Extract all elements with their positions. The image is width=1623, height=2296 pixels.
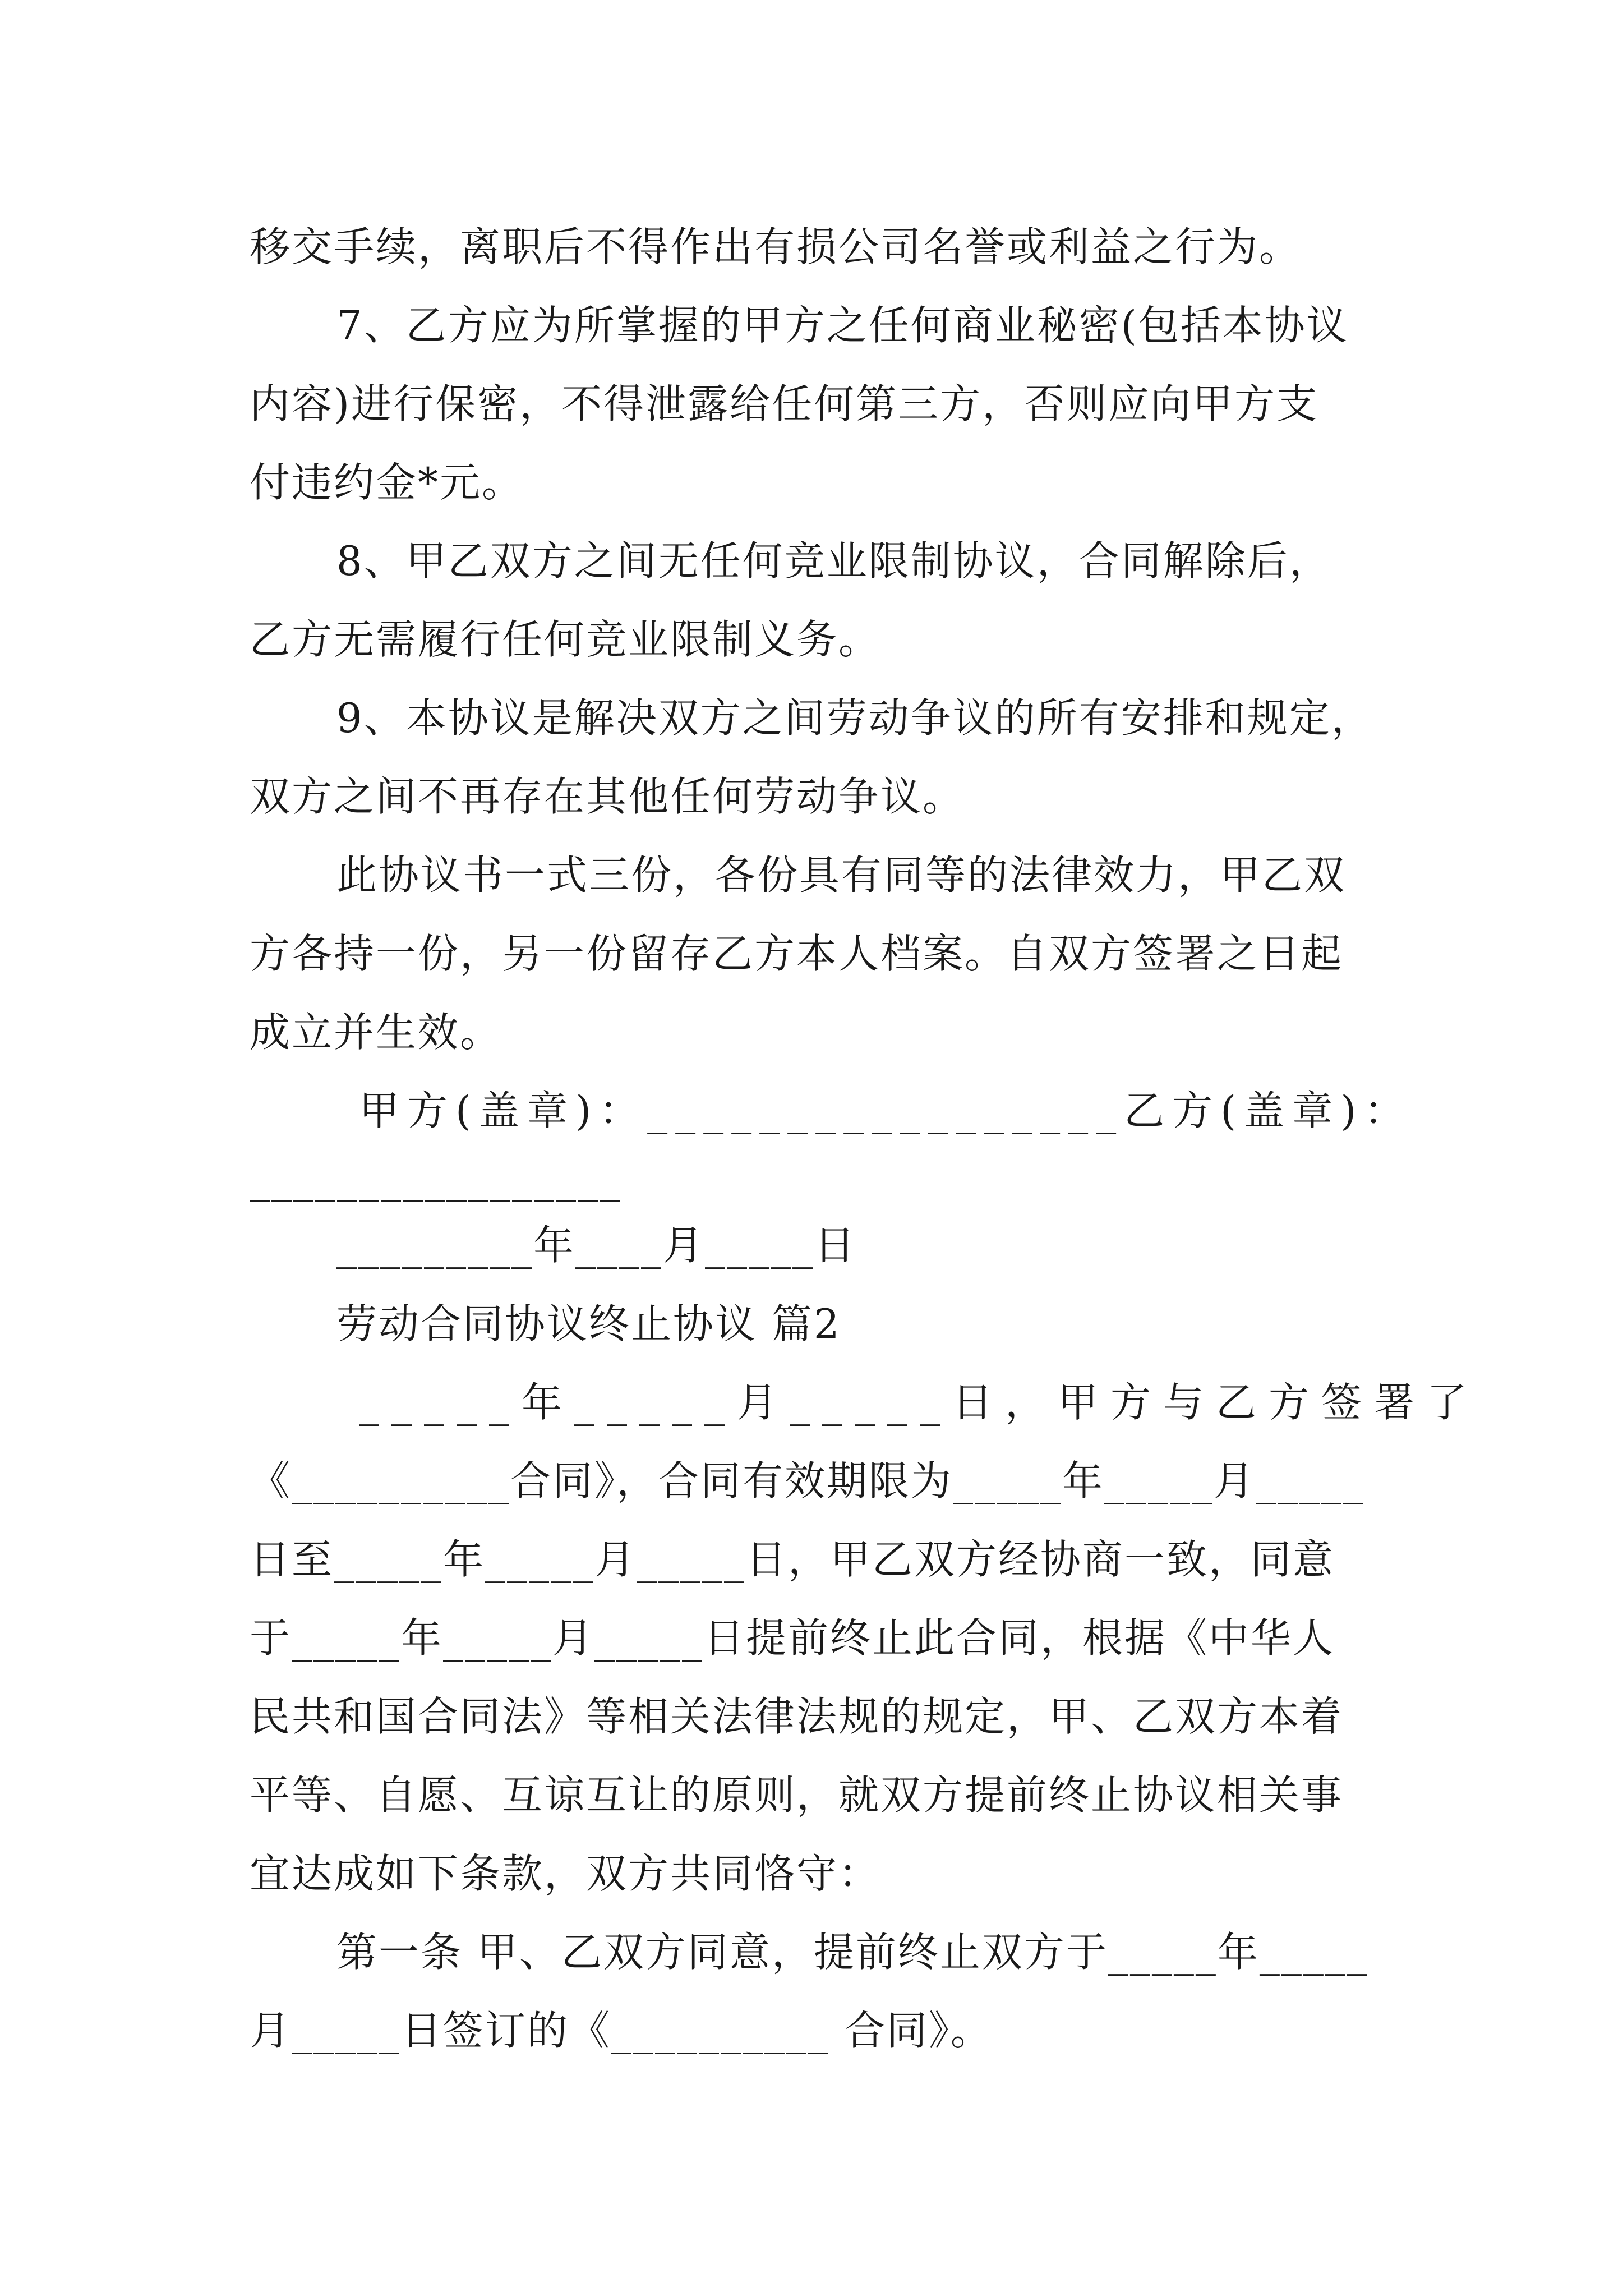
paragraph-line: 宜达成如下条款，双方共同恪守： <box>250 1850 881 1897</box>
paragraph-line: 平等、自愿、互谅互让的原则，就双方提前终止协议相关事 <box>250 1772 1344 1819</box>
paragraph-line: 于_____年_____月_____日提前终止此合同，根据《中华人 <box>250 1614 1335 1662</box>
clause-9: 9、本协议是解决双方之间劳动争议的所有安排和规定， <box>336 694 1373 742</box>
contract-intro: _____年_____月_____日，甲方与乙方签署了 <box>359 1379 1480 1426</box>
signature-blank: _________________ <box>250 1154 621 1202</box>
paragraph-line: 成立并生效。 <box>250 1009 502 1056</box>
copies-paragraph: 此协议书一式三份，各份具有同等的法律效力，甲乙双 <box>336 852 1347 899</box>
paragraph-line: 付违约金*元。 <box>250 459 524 506</box>
clause-7: 7、乙方应为所掌握的甲方之任何商业秘密(包括本协议 <box>336 302 1349 349</box>
paragraph-line: 日至_____年_____月_____日，甲乙双方经协商一致，同意 <box>250 1536 1335 1583</box>
clause-8: 8、甲乙双方之间无任何竞业限制协议，合同解除后， <box>336 537 1331 585</box>
paragraph-line: 移交手续，离职后不得作出有损公司名誉或利益之行为。 <box>250 223 1302 270</box>
paragraph-line: 内容)进行保密，不得泄露给任何第三方，否则应向甲方支 <box>250 380 1319 427</box>
paragraph-line: 民共和国合同法》等相关法律法规的规定，甲、乙双方本着 <box>250 1693 1344 1740</box>
paragraph-line: 月_____日签订的《__________ 合同》。 <box>250 2007 993 2054</box>
signature-line: 甲方(盖章)：_________________乙方(盖章)： <box>359 1087 1413 1134</box>
paragraph-line: 方各持一份，另一份留存乙方本人档案。自双方签署之日起 <box>250 930 1344 977</box>
article-1: 第一条 甲、乙双方同意，提前终止双方于_____年_____ <box>336 1929 1369 1976</box>
paragraph-line: 乙方无需履行任何竞业限制义务。 <box>250 616 881 663</box>
date-line: _________年____月_____日 <box>336 1222 856 1269</box>
section-title: 劳动合同协议终止协议 篇2 <box>336 1300 841 1347</box>
paragraph-line: 《__________合同》，合同有效期限为_____年_____月_____ <box>250 1457 1366 1504</box>
paragraph-line: 双方之间不再存在其他任何劳动争议。 <box>250 773 965 820</box>
